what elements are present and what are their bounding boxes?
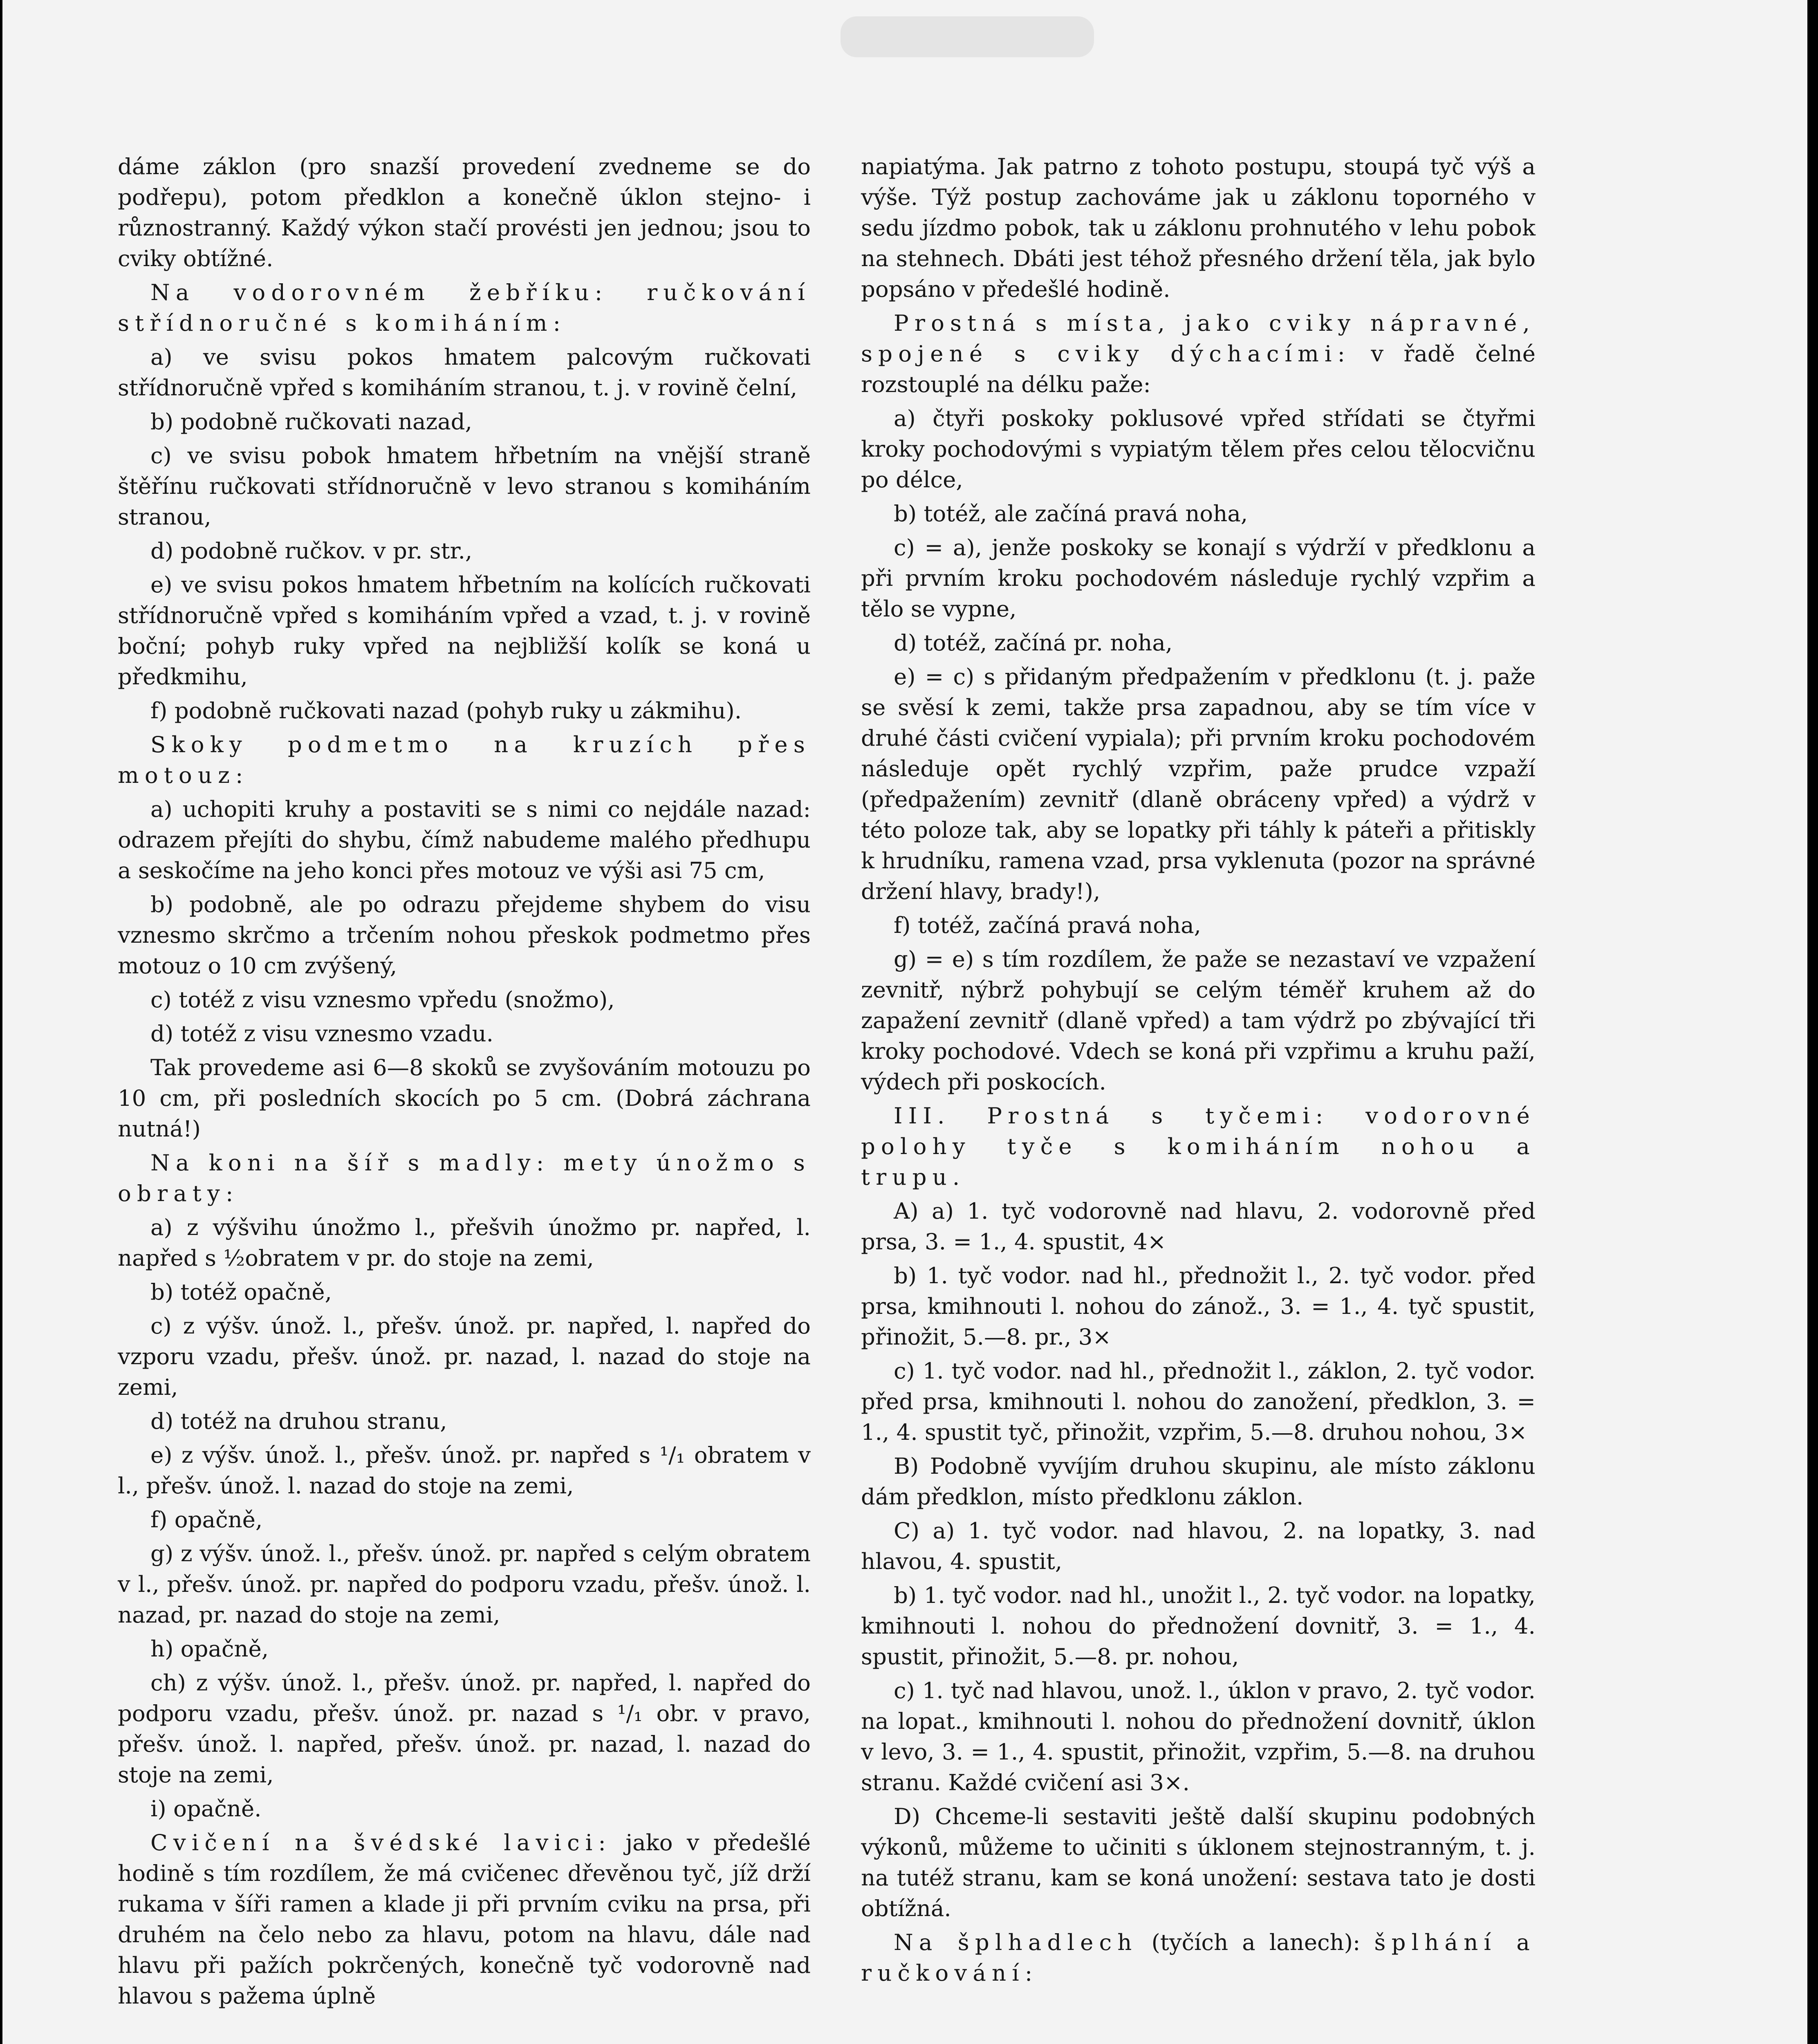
- paragraph: b) totéž, ale začíná pravá noha,: [894, 500, 1248, 527]
- paragraph: f) totéž, začíná pravá noha,: [894, 912, 1201, 938]
- paragraph: d) totéž z visu vznesmo vzadu.: [150, 1020, 493, 1047]
- paragraph: d) totéž na druhou stranu,: [150, 1408, 447, 1434]
- paragraph: a) z výšvihu únožmo l., přešvih únožmo pr. napřed, l. napřed s ½obratem v pr. do stoje na zemi,: [118, 1214, 811, 1271]
- paragraph: ch) z výšv. únož. l., přešv. únož. pr. napřed, l. napřed do podporu vzadu, přešv. únož. pr. nazad s ¹/₁ obr. v pravo, přešv. únož. l. napřed, přešv. únož. pr. nazad, l. nazad do stoje na zemi,: [118, 1670, 811, 1788]
- right-column: [861, 151, 1536, 1992]
- paragraph: A) a) 1. tyč vodorovně nad hlavu, 2. vodorovně před prsa, 3. = 1., 4. spustit, 4×: [861, 1198, 1536, 1255]
- section-heading: Skoky podmetmo na kruzích přes motouz:: [118, 731, 811, 788]
- paragraph: c) = a), jenže poskoky se konají s výdrží v předklonu a při prvním kroku pochodovém následuje rychlý vzpřim a tělo se vypne,: [861, 534, 1536, 622]
- paragraph: d) podobně ručkov. v pr. str.,: [150, 538, 473, 564]
- paragraph: e) = c) s přidaným předpažením v předklonu (t. j. paže se svěsí k zemi, takže prsa zapadnou, aby se tím více v druhé části cvičení vypiala); při prvním kroku pochodovém následuje opět rychlý vzpřim, paže prudce vzpaží (předpažením) zevnitř (dlaně obráceny vpřed) a výdrž v této poloze tak, aby se lopatky při táhly k páteři a přitiskly k hrudníku, ramena vzad, prsa vyklenuta (pozor na správné držení hlavy, brady!),: [861, 663, 1536, 904]
- paragraph: g) = e) s tím rozdílem, že paže se nezastaví ve vzpažení zevnitř, nýbrž pohybují se celým téměř kruhem až do zapažení zevnitř (dlaně vpřed) a tam výdrž po zbývající tři kroky pochodové. Vdech se koná při vzpřimu a kruhu paží, výdech při poskocích.: [861, 946, 1536, 1095]
- paragraph: Tak provedeme asi 6—8 skoků se zvyšováním motouzu po 10 cm, při posledních skocích po 5 cm. (Dobrá záchrana nutná!): [118, 1054, 811, 1142]
- paragraph: B) Podobně vyvíjím druhou skupinu, ale místo záklonu dám předklon, místo předklonu záklon.: [861, 1453, 1536, 1510]
- paragraph: f) opačně,: [150, 1506, 263, 1533]
- paragraph: c) totéž z visu vznesmo vpředu (snožmo),: [150, 986, 615, 1013]
- paragraph: e) z výšv. únož. l., přešv. únož. pr. napřed s ¹/₁ obratem v l., přešv. únož. l. nazad do stoje na zemi,: [118, 1442, 811, 1499]
- paragraph: c) z výšv. únož. l., přešv. únož. pr. napřed, l. napřed do vzporu vzadu, přešv. únož. pr. nazad, l. nazad do stoje na zemi,: [118, 1313, 811, 1400]
- section-heading: Cvičení na švédské lavici: jako v předešlé hodině s tím rozdílem, že má cvičenec dřevěnou tyč, jíž drží rukama v šíři ramen a klade ji při prvním cviku na prsa, při druhém na čelo nebo za hlavu, potom na hlavu, dále nad hlavu při pažích pokrčených, konečně tyč vodorovně nad hlavou s pažema úplně: [118, 1829, 811, 2009]
- section-heading: Na vodorovném žebříku: ručkování střídnoručné s komiháním:: [118, 279, 811, 336]
- paragraph: b) totéž opačně,: [150, 1279, 332, 1305]
- paragraph: g) z výšv. únož. l., přešv. únož. pr. napřed s celým obratem v l., přešv. únož. pr. napřed do podporu vzadu, přešv. únož. l. nazad, pr. nazad do stoje na zemi,: [118, 1540, 811, 1628]
- paragraph: napiatýma. Jak patrno z tohoto postupu, stoupá tyč výš a výše. Týž postup zachováme jak u záklonu toporného v sedu jízdmo pobok, tak u záklonu prohnutého v lehu pobok na stehnech. Dbáti jest téhož přesného držení těla, jak bylo popsáno v předešlé hodině.: [861, 153, 1536, 302]
- paragraph: c) ve svisu pobok hmatem hřbetním na vnější straně štěřínu ručkovati střídnoručně v levo stranou s komiháním stranou,: [118, 442, 811, 530]
- paragraph: b) 1. tyč vodor. nad hl., unožit l., 2. tyč vodor. na lopatky, kmihnouti l. nohou do přednožení dovnitř, 3. = 1., 4. spustit, přinožit, 5.—8. pr. nohou,: [861, 1582, 1536, 1670]
- paragraph: a) ve svisu pokos hmatem palcovým ručkovati střídnoručně vpřed s komiháním stranou, t. j. v rovině čelní,: [118, 344, 811, 401]
- paragraph: d) totéž, začíná pr. noha,: [894, 630, 1173, 656]
- header-smudge: [841, 16, 1094, 57]
- paragraph: c) 1. tyč vodor. nad hl., přednožit l., záklon, 2. tyč vodor. před prsa, kmihnouti l. nohou do zanožení, předklon, 3. = 1., 4. spustit tyč, přinožit, vzpřim, 5.—8. druhou nohou, 3×: [861, 1358, 1536, 1445]
- section-heading: III. Prostná s tyčemi: vodorovné polohy tyče s komiháním nohou a trupu.: [861, 1103, 1536, 1190]
- paragraph: b) podobně, ale po odrazu přejdeme shybem do visu vznesmo skrčmo a trčením nohou přeskok podmetmo přes motouz o 10 cm zvýšený,: [118, 891, 811, 979]
- paragraph: h) opačně,: [150, 1636, 269, 1662]
- paragraph: b) podobně ručkovati nazad,: [150, 408, 472, 435]
- paragraph: D) Chceme-li sestaviti ještě další skupinu podobných výkonů, můžeme to učiniti s úklonem stejnostranným, t. j. na tutéž stranu, kam se koná unožení: sestava tato je dosti obtížná.: [861, 1803, 1536, 1921]
- section-heading: Na šplhadlech (tyčích a lanech): šplhání a ručkování:: [861, 1929, 1536, 1986]
- left-column: [118, 151, 811, 2015]
- paragraph: C) a) 1. tyč vodor. nad hlavou, 2. na lopatky, 3. nad hlavou, 4. spustit,: [861, 1517, 1536, 1574]
- paragraph: c) 1. tyč nad hlavou, unož. l., úklon v pravo, 2. tyč vodor. na lopat., kmihnouti l. nohou do přednožení dovnitř, úklon v levo, 3. = 1., 4. spustit, přinožit, vzpřim, 5.—8. na druhou stranu. Každé cvičení asi 3×.: [861, 1677, 1536, 1795]
- page-sheet: [2, 0, 1807, 2044]
- paragraph: e) ve svisu pokos hmatem hřbetním na kolících ručkovati střídnoručně vpřed s komiháním vpřed a vzad, t. j. v rovině boční; pohyb ruky vpřed na nejbližší kolík se koná u předkmihu,: [118, 572, 811, 690]
- section-heading: Prostná s místa, jako cviky nápravné, spojené s cviky dýchacími: v řadě čelné rozstouplé na délku paže:: [861, 310, 1536, 397]
- paragraph: i) opačně.: [150, 1795, 262, 1822]
- section-heading: Na koni na šíř s madly: mety únožmo s obraty:: [118, 1150, 811, 1206]
- paragraph: f) podobně ručkovati nazad (pohyb ruky u zákmihu).: [150, 697, 742, 724]
- paragraph: a) uchopiti kruhy a postaviti se s nimi co nejdále nazad: odrazem přejíti do shybu, čímž nabudeme malého předhupu a seskočíme na jeho konci přes motouz ve výši asi 75 cm,: [118, 796, 811, 883]
- paragraph: b) 1. tyč vodor. nad hl., přednožit l., 2. tyč vodor. před prsa, kmihnouti l. nohou do zánož., 3. = 1., 4. tyč spustit, přinožit, 5.—8. pr., 3×: [861, 1262, 1536, 1350]
- paragraph: a) čtyři poskoky poklusové vpřed střídati se čtyřmi kroky pochodovými s vypiatým tělem přes celou tělocvičnu po délce,: [861, 405, 1536, 493]
- paragraph: dáme záklon (pro snazší provedení zvedneme se do podřepu), potom předklon a konečně úklon stejno- i různostranný. Každý výkon stačí provésti jen jednou; jsou to cviky obtížné.: [118, 153, 811, 271]
